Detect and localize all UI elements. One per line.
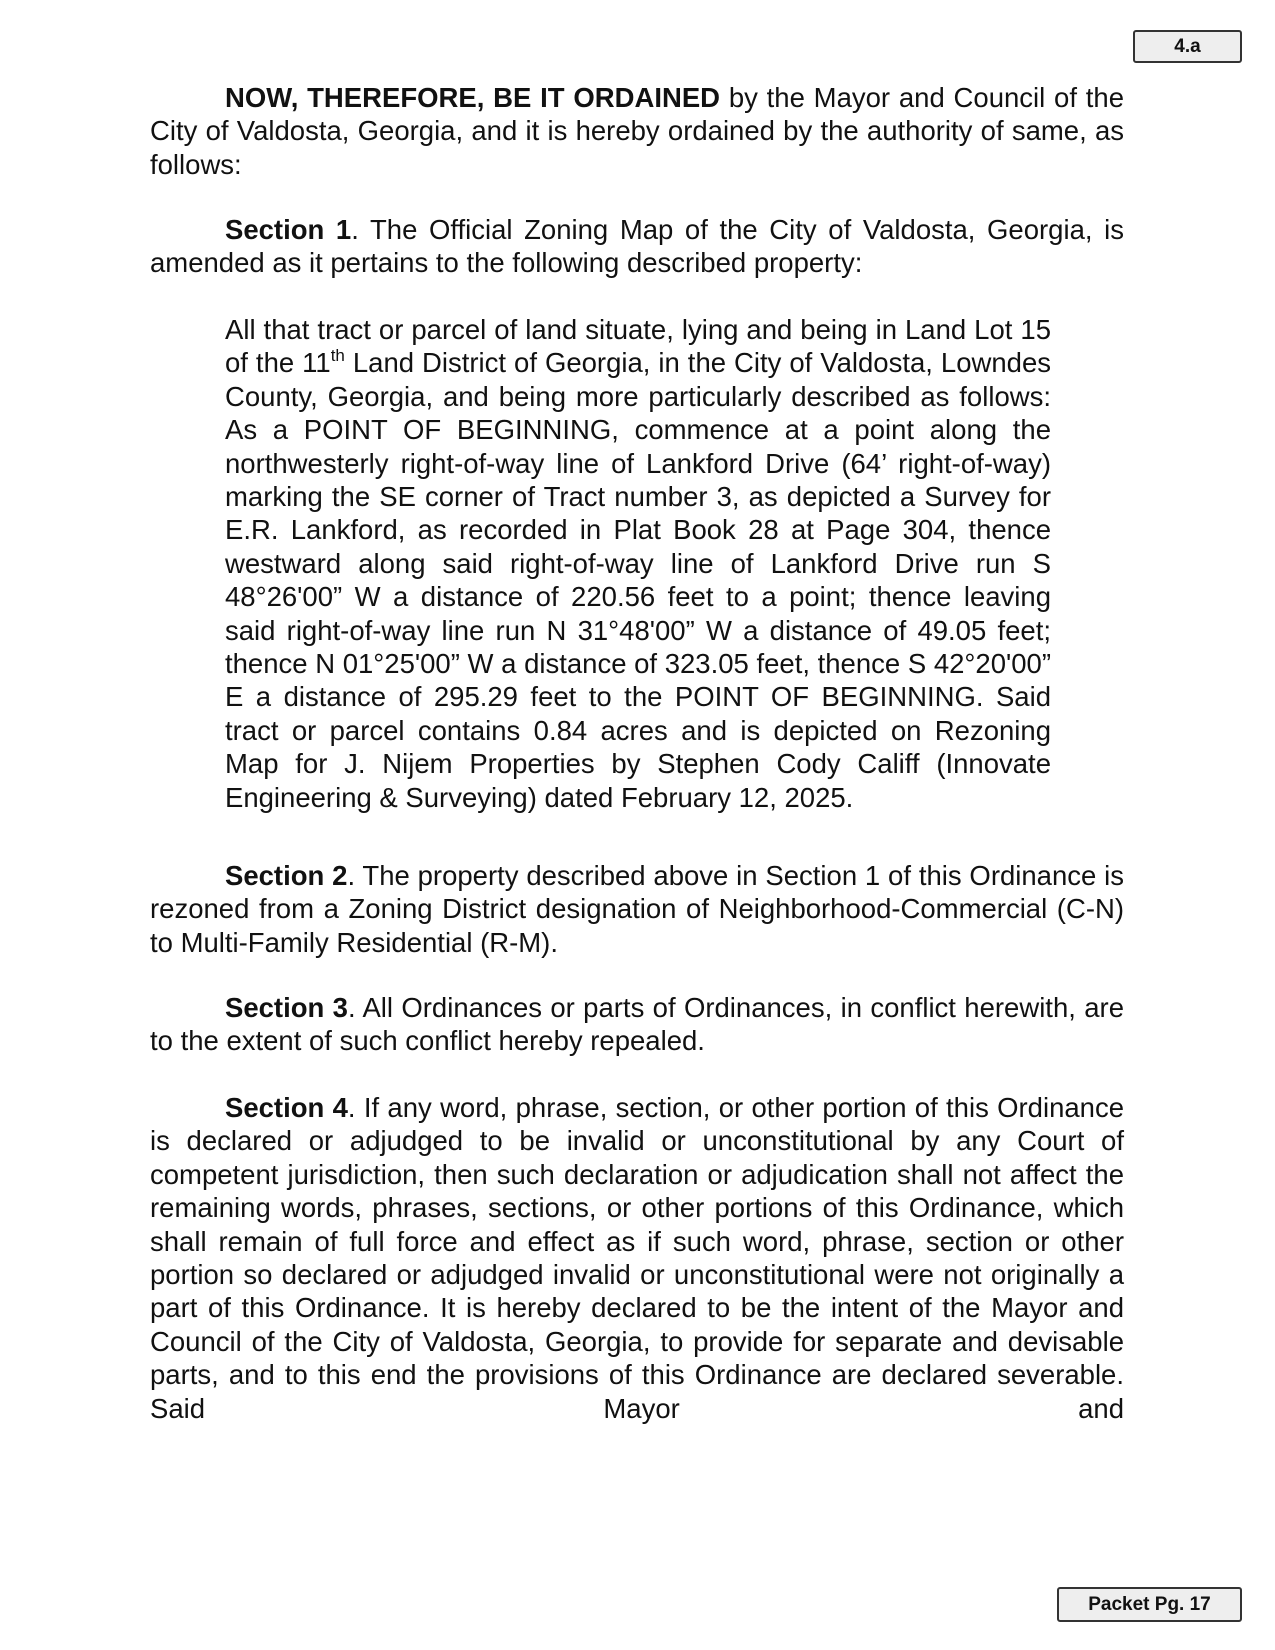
section-1-text: . The Official Zoning Map of the City of Valdosta, Georgia, is amended as it pertains to the following described property: — [150, 214, 1124, 279]
legal-description-paragraph — [225, 313, 1051, 814]
legal-description-ordinal-suffix: th — [330, 346, 345, 366]
section-4-paragraph — [150, 1091, 1124, 1425]
section-1-label: Section 1 — [225, 214, 352, 245]
legal-description-part-1: All that tract or parcel of land situate, lying and being in Land Lot 15 of the 11 — [225, 314, 1051, 379]
section-1-paragraph — [150, 213, 1124, 280]
legal-description-part-2: Land District of Georgia, in the City of Valdosta, Lowndes County, Georgia, and being more particularly described as follows: As a POINT OF BEGINNING, commence at a point along the northwesterly right-of-way line of Lankford Drive (64’ right-of-way) marking the SE corner of Tract number 3, as depicted a Survey for E.R. Lankford, as recorded in Plat Book 28 at Page 304, thence westward along said right-of-way line of Lankford Drive run S 48°26'00” W a distance of 220.56 feet to a point; thence leaving said right-of-way line run N 31°48'00” W a distance of 49.05 feet; thence N 01°25'00” W a distance of 323.05 feet, thence S 42°20'00” E a distance of 295.29 feet to the POINT OF BEGINNING. Said tract or parcel contains 0.84 acres and is depicted on Rezoning Map for J. Nijem Properties by Stephen Cody Califf (Innovate Engineering & Surveying) dated February 12, 2025. — [225, 347, 1051, 813]
agenda-item-tag: 4.a — [1133, 30, 1242, 63]
section-3-paragraph — [150, 991, 1124, 1058]
intro-paragraph — [150, 81, 1124, 181]
packet-page-label: Packet Pg. 17 — [1057, 1587, 1242, 1622]
section-2-label: Section 2 — [225, 860, 348, 891]
section-4-text: . If any word, phrase, section, or other portion of this Ordinance is declared or adjudged to be invalid or unconstitutional by any Court of competent jurisdiction, then such declaration or adjudication shall not affect the remaining words, phrases, sections, or other portions of this Ordinance, which shall remain of full force and effect as if such word, phrase, section or other portion so declared or adjudged invalid or unconstitutional were not originally a part of this Ordinance. It is hereby declared to be the intent of the Mayor and Council of the City of Valdosta, Georgia, to provide for separate and devisable parts, and to this end the provisions of this Ordinance are declared severable. Said Mayor and — [150, 1092, 1124, 1424]
section-3-text: . All Ordinances or parts of Ordinances, in conflict herewith, are to the extent of such conflict hereby repealed. — [150, 992, 1124, 1057]
section-4-label: Section 4 — [225, 1092, 348, 1123]
section-2-paragraph — [150, 859, 1124, 959]
section-2-text: . The property described above in Section 1 of this Ordinance is rezoned from a Zoning District designation of Neighborhood-Commercial (C-N) to Multi-Family Residential (R-M). — [150, 860, 1124, 958]
intro-bold-lead: NOW, THEREFORE, BE IT ORDAINED — [225, 82, 721, 113]
section-3-label: Section 3 — [225, 992, 348, 1023]
intro-text: by the Mayor and Council of the City of Valdosta, Georgia, and it is hereby ordained by the authority of same, as follows: — [150, 82, 1124, 180]
